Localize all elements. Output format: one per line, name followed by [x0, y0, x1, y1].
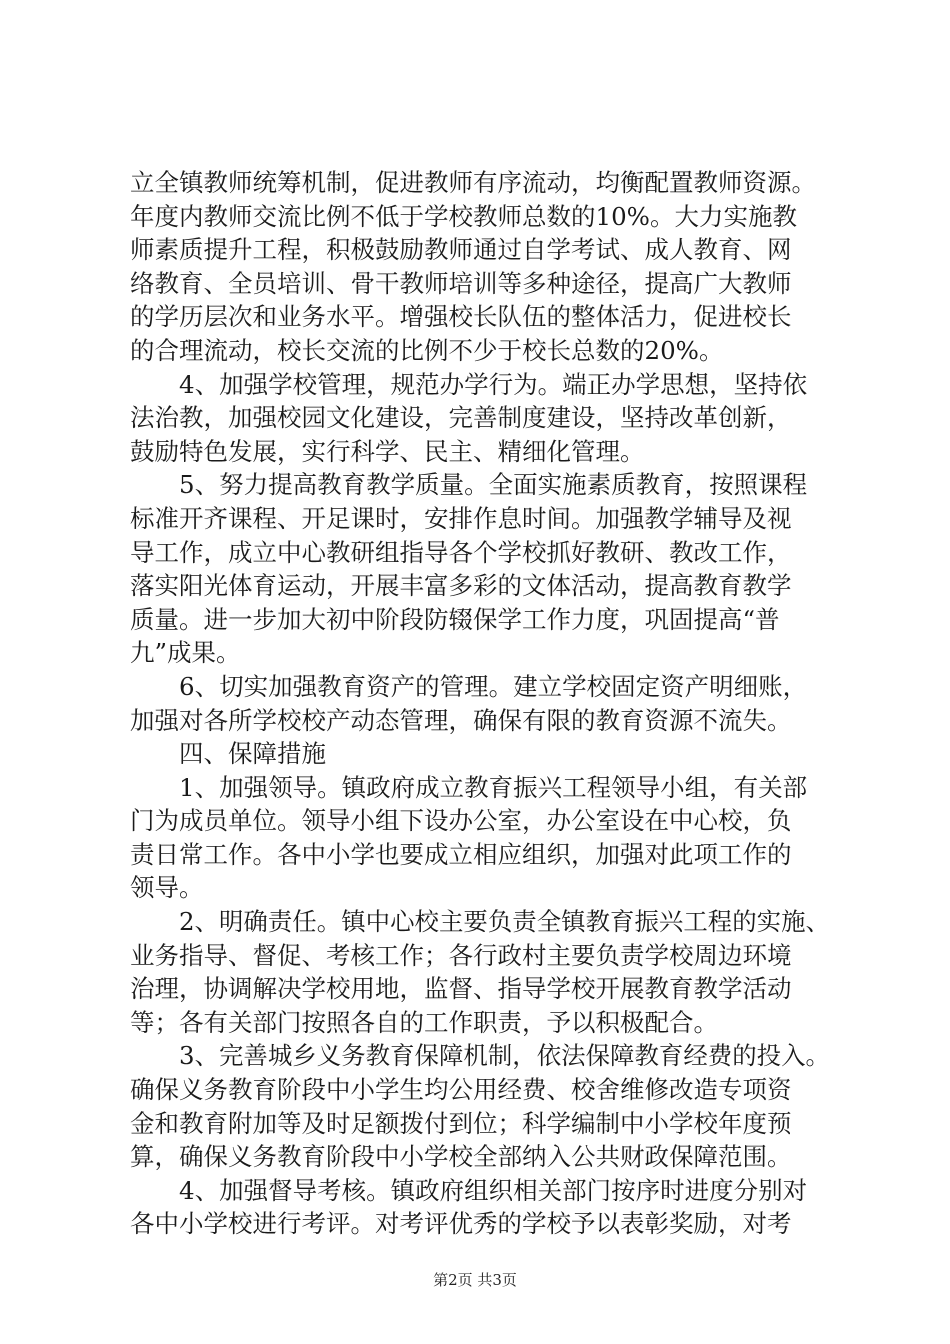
text-line: 业务指导、督促、考核工作；各行政村主要负责学校周边环境: [130, 940, 792, 970]
page-footer: 第2页 共3页: [433, 1271, 517, 1289]
text-line: 算，确保义务教育阶段中小学校全部纳入公共财政保障范围。: [130, 1142, 792, 1172]
text-line: 导工作，成立中心教研组指导各个学校抓好教研、教改工作，: [130, 537, 792, 567]
text-line: 4、加强督导考核。镇政府组织相关部门按序时进度分别对: [179, 1175, 808, 1205]
text-line: 1、加强领导。镇政府成立教育振兴工程领导小组，有关部: [179, 772, 808, 802]
text-line: 确保义务教育阶段中小学生均公用经费、校舍维修改造专项资: [130, 1075, 792, 1105]
document-body: [130, 166, 830, 1241]
text-line: 师素质提升工程，积极鼓励教师通过自学考试、成人教育、网: [130, 235, 792, 265]
text-line: 法治教，加强校园文化建设，完善制度建设，坚持改革创新，: [130, 403, 792, 433]
text-line: 络教育、全员培训、骨干教师培训等多种途径，提高广大教师: [130, 268, 792, 298]
text-line: 5、努力提高教育教学质量。全面实施素质教育，按照课程: [179, 470, 808, 500]
text-line: 3、完善城乡义务教育保障机制，依法保障教育经费的投入。: [179, 1041, 830, 1071]
text-line: 各中小学校进行考评。对考评优秀的学校予以表彰奖励，对考: [130, 1209, 792, 1239]
text-line: 落实阳光体育运动，开展丰富多彩的文体活动，提高教育教学: [130, 571, 792, 601]
text-line: 鼓励特色发展，实行科学、民主、精细化管理。: [130, 436, 645, 466]
text-line: 九”成果。: [130, 638, 241, 668]
text-line: 的合理流动，校长交流的比例不少于校长总数的20%。: [130, 335, 724, 365]
text-line: 责日常工作。各中小学也要成立相应组织，加强对此项工作的: [130, 839, 792, 869]
text-line: 立全镇教师统筹机制，促进教师有序流动，均衡配置教师资源。: [130, 168, 816, 197]
text-line: 四、保障措施: [179, 739, 326, 769]
text-line: 等；各有关部门按照各自的工作职责，予以积极配合。: [130, 1007, 718, 1037]
text-line: 治理，协调解决学校用地，监督、指导学校开展教育教学活动: [130, 974, 792, 1004]
text-line: 标准开齐课程、开足课时，安排作息时间。加强教学辅导及视: [130, 503, 792, 533]
text-line: 领导。: [130, 873, 204, 903]
text-line: 加强对各所学校校产动态管理，确保有限的教育资源不流失。: [130, 705, 792, 735]
text-line: 2、明确责任。镇中心校主要负责全镇教育振兴工程的实施、: [179, 907, 830, 937]
text-line: 年度内教师交流比例不低于学校教师总数的10%。大力实施教: [130, 201, 797, 231]
text-line: 门为成员单位。领导小组下设办公室，办公室设在中心校，负: [130, 806, 792, 836]
text-line: 质量。进一步加大初中阶段防辍保学工作力度，巩固提高“普: [130, 604, 780, 634]
text-line: 金和教育附加等及时足额拨付到位；科学编制中小学校年度预: [130, 1108, 792, 1138]
text-line: 4、加强学校管理，规范办学行为。端正办学思想，坚持依: [179, 369, 808, 399]
text-line: 6、切实加强教育资产的管理。建立学校固定资产明细账，: [179, 671, 808, 701]
text-line: 的学历层次和业务水平。增强校长队伍的整体活力，促进校长: [130, 302, 792, 332]
